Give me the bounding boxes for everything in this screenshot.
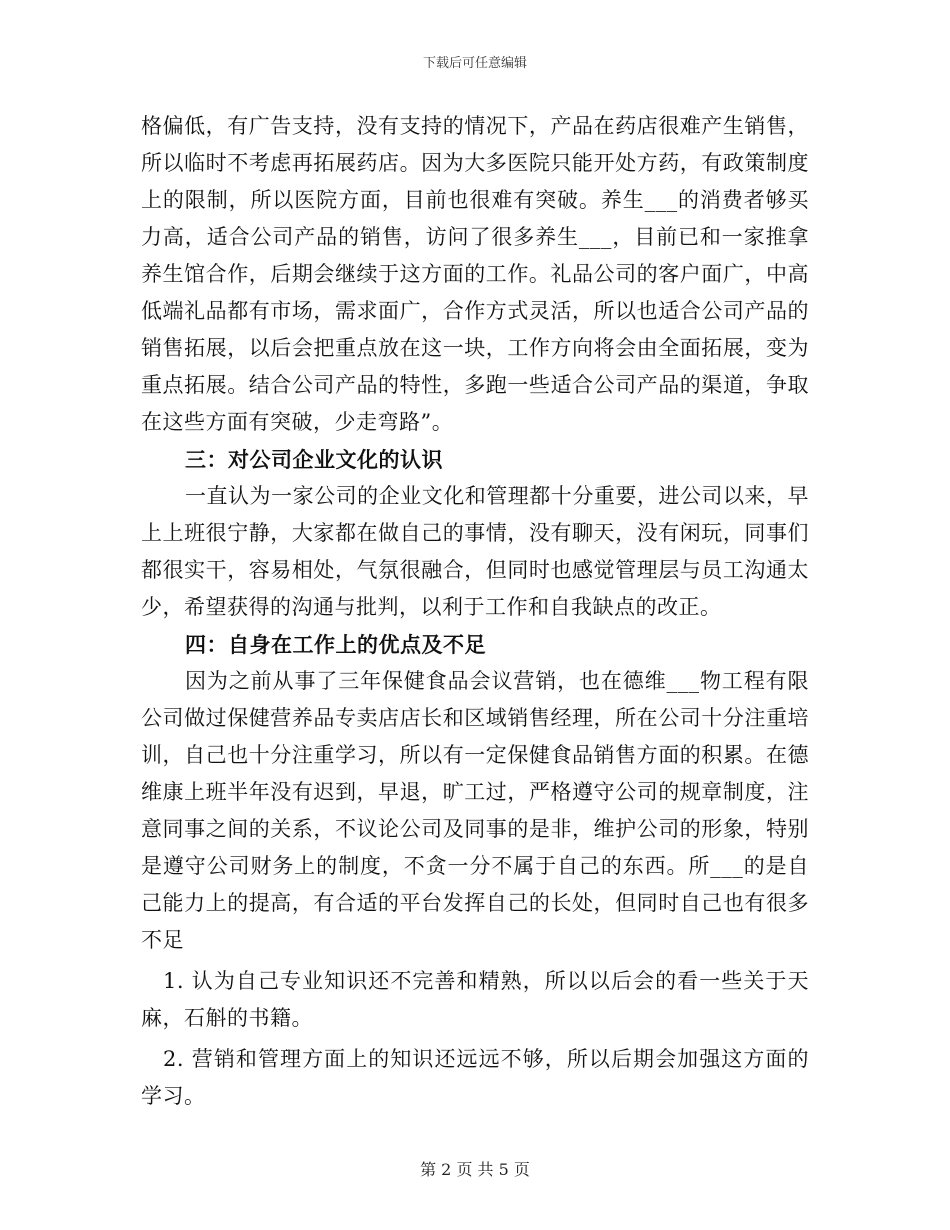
section-heading-4: 四：自身在工作上的优点及不足 (185, 632, 486, 657)
paragraph-company-culture: 一直认为一家公司的企业文化和管理都十分重要，进公司以来，早上上班很宁静，大家都在做自己的事情，没有聊天，没有闲玩，同事们都很实干，容易相处，气氛很融合，但同时也感觉管理层与员工沟通太少，希望获得的沟通与批判，以利于工作和自我缺点的改正。 (141, 484, 809, 619)
list-item-1: 1. 认为自己专业知识还不完善和精熟，所以以后会的看一些关于天麻，石斛的书籍。 (141, 969, 809, 1030)
list-item-2: 2. 营销和管理方面上的知识还远远不够，所以后期会加强这方面的学习。 (141, 1047, 809, 1108)
page-header: 下载后可任意编辑 (422, 56, 527, 71)
paragraph-strengths-weaknesses: 因为之前从事了三年保健食品会议营销，也在德维___物工程有限公司做过保健营养品专卖店店长和区域销售经理，所在公司十分注重培训，自己也十分注重学习，所以有一定保健食品销售方面的积累。在德维康上班半年没有迟到，早退，旷工过，严格遵守公司的规章制度，注意同事之间的关系，不议论公司及同事的是非，维护公司的形象，特别是遵守公司财务上的制度，不贪一分不属于自己的东西。所___的是自己能力上的提高，有合适的平台发挥自己的长处，但同时自己也有很多不足 (141, 669, 809, 952)
paragraph-continued: 格偏低，有广告支持，没有支持的情况下，产品在药店很难产生销售，所以临时不考虑再拓展药店。因为大多医院只能开处方药，有政策制度上的限制，所以医院方面，目前也很难有突破。养生___的消费者够买力高，适合公司产品的销售，访问了很多养生___，目前已和一家推拿养生馆合作，后期会继续于这方面的工作。礼品公司的客户面广，中高低端礼品都有市场，需求面广，合作方式灵活，所以也适合公司产品的销售拓展，以后会把重点放在这一块，工作方向将会由全面拓展，变为重点拓展。结合公司产品的特性，多跑一些适合公司产品的渠道，争取在这些方面有突破，少走弯路”。 (141, 114, 809, 434)
section-heading-3: 三：对公司企业文化的认识 (185, 447, 443, 472)
page-footer: 第 2 页 共 5 页 (420, 1160, 530, 1179)
document-body (141, 108, 809, 1115)
